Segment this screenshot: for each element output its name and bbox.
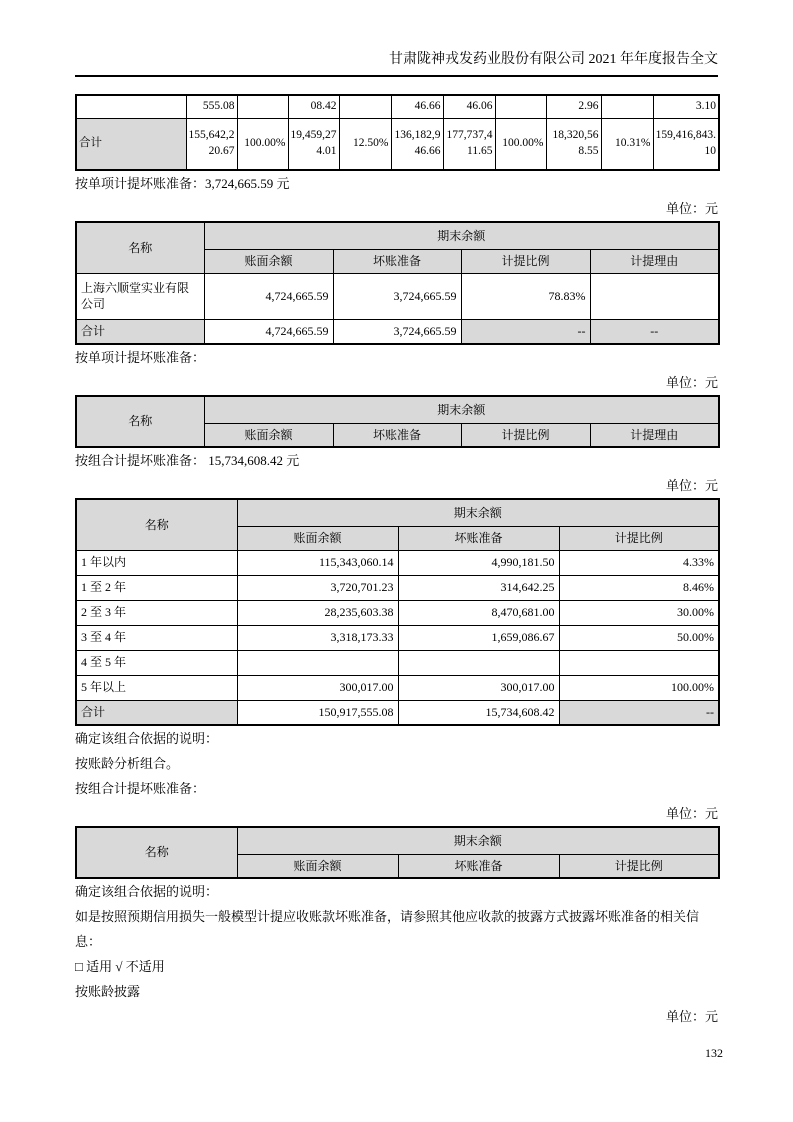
table-cell: 300,017.00 [237, 675, 398, 700]
note-portfolio-basis: 确定该组合依据的说明： [75, 884, 219, 899]
table-cell: 155,642,220.67 [186, 118, 237, 170]
page-number: 132 [705, 1046, 723, 1060]
table-cell: 28,235,603.38 [237, 600, 398, 625]
table-cell: 19,459,274.01 [288, 118, 339, 170]
column-header-provision-ratio: 计提比例 [559, 526, 719, 550]
table-cell [237, 650, 398, 675]
table-cell: 555.08 [186, 95, 237, 118]
table-cell [339, 95, 391, 118]
table-cell: 5 年以上 [76, 675, 237, 700]
table-cell: 4.33% [559, 550, 719, 575]
portfolio-provision-empty-table [75, 826, 720, 879]
table-row [76, 319, 719, 344]
note-aging-disclosure: 按账龄披露 [75, 984, 141, 999]
portfolio-provision-empty-table-head [76, 827, 719, 878]
table-cell: 100.00% [559, 675, 719, 700]
table-cell: 8.46% [559, 575, 719, 600]
table-cell: 合计 [76, 319, 204, 344]
table-cell: 4,724,665.59 [204, 319, 333, 344]
table-cell: 78.83% [461, 273, 590, 319]
column-header-bad-debt-provision: 坏账准备 [333, 249, 461, 273]
table-cell: 08.42 [288, 95, 339, 118]
table-cell: 50.00% [559, 625, 719, 650]
unit-label: 单位：元 [665, 201, 718, 216]
note-single-item-provision: 按单项计提坏账准备： [75, 350, 206, 365]
table-row [76, 600, 719, 625]
table-cell: 46.66 [391, 95, 443, 118]
table-cell: 3,724,665.59 [333, 319, 461, 344]
single-item-provision-table-head [76, 222, 719, 273]
table-cell: 2.96 [546, 95, 601, 118]
column-header-bad-debt-provision: 坏账准备 [398, 526, 559, 550]
table-cell [237, 95, 288, 118]
carryover-total-table-body [76, 95, 719, 170]
table-cell: 3,724,665.59 [333, 273, 461, 319]
table-cell: 2 至 3 年 [76, 600, 237, 625]
single-item-provision-empty-table [75, 395, 720, 448]
note-aging-basis: 按账龄分析组合。 [75, 756, 180, 771]
column-header-ending-balance: 期末余额 [204, 396, 719, 423]
table-cell [398, 650, 559, 675]
unit-label: 单位：元 [665, 806, 718, 821]
table-cell: 46.06 [443, 95, 495, 118]
column-header-provision-ratio: 计提比例 [461, 249, 590, 273]
table-cell: 100.00% [237, 118, 288, 170]
table-cell: -- [590, 319, 719, 344]
column-header-name: 名称 [76, 499, 237, 550]
table-cell: -- [461, 319, 590, 344]
column-header-provision-reason: 计提理由 [590, 249, 719, 273]
column-header-provision-ratio: 计提比例 [559, 854, 719, 878]
note-portfolio-provision-amount: 按组合计提坏账准备： 15,734,608.42 元 [75, 453, 300, 468]
unit-label: 单位：元 [665, 1009, 718, 1024]
unit-label: 单位：元 [665, 375, 718, 390]
table-cell: 3,720,701.23 [237, 575, 398, 600]
unit-label: 单位：元 [665, 478, 718, 493]
table-cell: 1,659,086.67 [398, 625, 559, 650]
aging-portfolio-table [75, 498, 720, 726]
table-row [76, 550, 719, 575]
document-header-title: 甘肃陇神戎发药业股份有限公司 2021 年年度报告全文 [75, 50, 718, 77]
column-header-book-balance: 账面余额 [204, 423, 333, 447]
table-cell: 18,320,568.55 [546, 118, 601, 170]
table-cell: 4,724,665.59 [204, 273, 333, 319]
table-cell: 136,182,946.66 [391, 118, 443, 170]
note-ecl-model: 如是按照预期信用损失一般模型计提应收账款坏账准备，请参照其他应收款的披露方式披露坏账准备的相关信息： [75, 909, 700, 949]
single-item-provision-empty-table-head [76, 396, 719, 447]
table-cell [559, 650, 719, 675]
column-header-name: 名称 [76, 222, 204, 273]
table-cell: 合计 [76, 700, 237, 725]
table-cell: -- [559, 700, 719, 725]
column-header-name: 名称 [76, 396, 204, 447]
column-header-bad-debt-provision: 坏账准备 [333, 423, 461, 447]
table-cell: 1 年以内 [76, 550, 237, 575]
table-cell: 15,734,608.42 [398, 700, 559, 725]
table-row [76, 675, 719, 700]
table-cell: 30.00% [559, 600, 719, 625]
column-header-ending-balance: 期末余额 [237, 827, 719, 854]
table-cell: 150,917,555.08 [237, 700, 398, 725]
table-cell [76, 95, 186, 118]
column-header-book-balance: 账面余额 [237, 526, 398, 550]
table-cell: 合计 [76, 118, 186, 170]
note-single-item-provision-amount: 按单项计提坏账准备：3,724,665.59 元 [75, 176, 290, 191]
table-cell: 314,642.25 [398, 575, 559, 600]
table-cell: 4,990,181.50 [398, 550, 559, 575]
table-cell: 100.00% [495, 118, 546, 170]
table-row [76, 118, 719, 170]
table-cell: 300,017.00 [398, 675, 559, 700]
table-row [76, 273, 719, 319]
column-header-provision-ratio: 计提比例 [461, 423, 590, 447]
table-cell: 8,470,681.00 [398, 600, 559, 625]
table-cell [601, 95, 653, 118]
column-header-book-balance: 账面余额 [204, 249, 333, 273]
table-row [76, 575, 719, 600]
table-cell: 3.10 [653, 95, 719, 118]
single-item-provision-table [75, 221, 720, 345]
table-cell [590, 273, 719, 319]
table-cell: 159,416,843.10 [653, 118, 719, 170]
carryover-total-table [75, 94, 720, 171]
aging-portfolio-table-body [76, 550, 719, 725]
table-row [76, 700, 719, 725]
table-cell: 上海六顺堂实业有限公司 [76, 273, 204, 319]
table-cell: 12.50% [339, 118, 391, 170]
note-portfolio-basis: 确定该组合依据的说明： [75, 731, 219, 746]
table-cell: 3,318,173.33 [237, 625, 398, 650]
table-cell: 115,343,060.14 [237, 550, 398, 575]
table-cell: 10.31% [601, 118, 653, 170]
single-item-provision-table-body [76, 273, 719, 344]
aging-portfolio-table-head [76, 499, 719, 550]
column-header-bad-debt-provision: 坏账准备 [398, 854, 559, 878]
table-cell: 3 至 4 年 [76, 625, 237, 650]
table-cell: 4 至 5 年 [76, 650, 237, 675]
table-cell: 177,737,411.65 [443, 118, 495, 170]
note-portfolio-provision: 按组合计提坏账准备： [75, 781, 206, 796]
table-row [76, 95, 719, 118]
column-header-ending-balance: 期末余额 [237, 499, 719, 526]
table-cell: 1 至 2 年 [76, 575, 237, 600]
column-header-ending-balance: 期末余额 [204, 222, 719, 249]
table-row [76, 650, 719, 675]
column-header-provision-reason: 计提理由 [590, 423, 719, 447]
column-header-book-balance: 账面余额 [237, 854, 398, 878]
table-row [76, 625, 719, 650]
column-header-name: 名称 [76, 827, 237, 878]
table-cell [495, 95, 546, 118]
note-applicable-checkbox: □ 适用 √ 不适用 [75, 959, 165, 974]
